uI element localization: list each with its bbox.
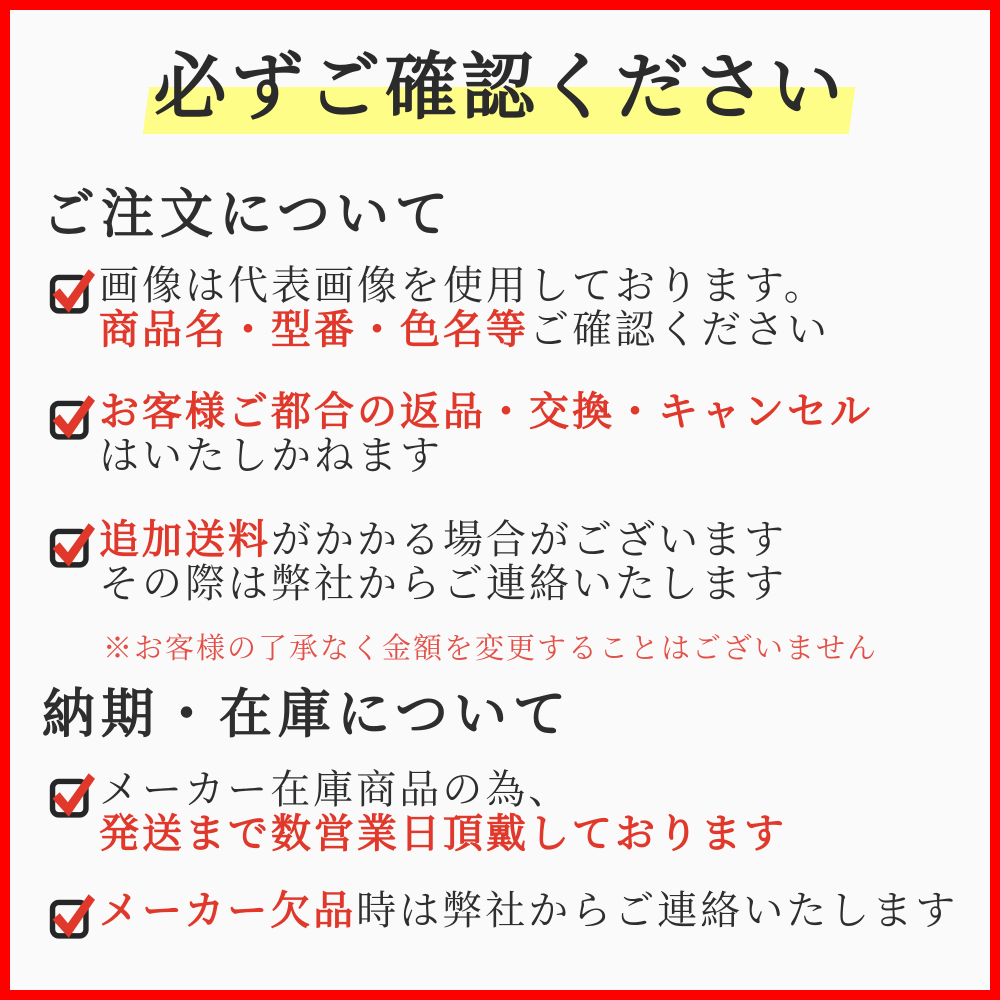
item-text-segment: メーカー欠品 (99, 888, 357, 933)
item-text (99, 889, 958, 933)
section-heading-stock: 納期・在庫について (42, 686, 572, 744)
item-line (99, 390, 873, 434)
item-line (99, 889, 958, 933)
item-text (99, 390, 873, 478)
item-text-segment: 商品名・型番・色名等 (99, 307, 529, 352)
checkbox-check-icon (48, 391, 95, 443)
item-text-segment: がかかる場合がございます (271, 517, 787, 562)
checkbox-check-icon (48, 769, 95, 821)
section-heading-order: ご注文について (42, 186, 454, 244)
item-line (99, 562, 787, 606)
item-line (99, 264, 830, 308)
item-text-segment: はいたしかねます (99, 433, 443, 478)
item-text-segment: ご確認ください (529, 307, 830, 352)
item-text-segment: 画像は代表画像を使用しております。 (99, 263, 827, 308)
item-text-segment: お客様ご都合の返品・交換・キャンセル (99, 389, 873, 434)
list-item-maker-shortage (48, 889, 958, 942)
checkbox-check-icon (48, 519, 95, 571)
price-change-note: ※お客様の了承なく金額を変更することはございません (103, 633, 879, 665)
list-item-extra-shipping (48, 518, 787, 606)
item-text (99, 518, 787, 606)
item-line (99, 768, 787, 812)
checkbox-check-icon (48, 265, 95, 317)
item-line (99, 434, 873, 478)
checkbox-check-icon (48, 890, 95, 942)
item-line (99, 308, 830, 352)
item-text-segment: 時は弊社からご連絡いたします (356, 888, 959, 933)
page-title (0, 0, 1000, 160)
list-item-no-returns (48, 390, 873, 478)
item-text (99, 264, 830, 352)
page-title-text: 必ずご確認ください (153, 47, 847, 128)
item-text (99, 768, 787, 856)
item-text-segment: 追加送料 (99, 517, 271, 562)
item-text-segment: その際は弊社からご連絡いたします (99, 561, 787, 606)
list-item-maker-stock (48, 768, 787, 856)
item-text-segment: 発送まで数営業日頂戴しております (99, 811, 787, 856)
list-item-representative-image (48, 264, 830, 352)
item-text-segment: メーカー在庫商品の為、 (99, 767, 572, 812)
item-line (99, 518, 787, 562)
item-line (99, 812, 787, 856)
